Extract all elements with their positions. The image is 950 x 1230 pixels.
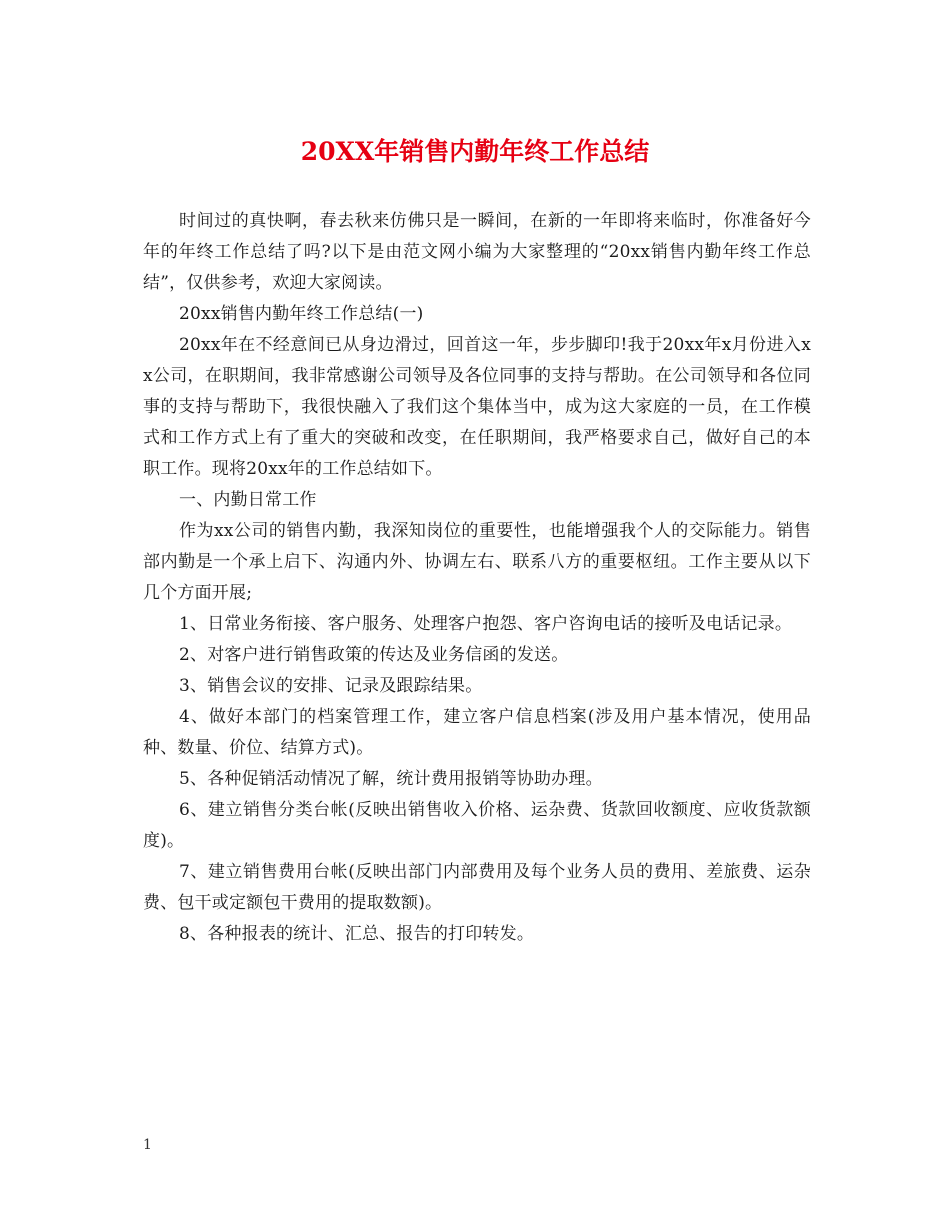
list-item-3: 3、销售会议的安排、记录及跟踪结果。 xyxy=(179,676,483,696)
list-item-5: 5、各种促销活动情况了解，统计费用报销等协助办理。 xyxy=(179,769,603,789)
list-item-7: 7、建立销售费用台帐(反映出部门内部费用及每个业务人员的费用、差旅费、运杂费、包干或定额包干费用的提取数额)。 xyxy=(143,862,811,913)
list-item-6: 6、建立销售分类台帐(反映出销售收入价格、运杂费、货款回收额度、应收货款额度)。 xyxy=(143,800,811,851)
role-paragraph: 作为xx公司的销售内勤，我深知岗位的重要性，也能增强我个人的交际能力。销售部内勤是一个承上启下、沟通内外、协调左右、联系八方的重要枢纽。工作主要从以下几个方面开展; xyxy=(143,521,811,603)
subsection-heading-daily-work: 一、内勤日常工作 xyxy=(179,490,317,510)
intro-paragraph: 时间过的真快啊，春去秋来仿佛只是一瞬间，在新的一年即将来临时，你准备好今年的年终工作总结了吗?以下是由范文网小编为大家整理的“20xx销售内勤年终工作总结”，仅供参考，欢迎大家阅读。 xyxy=(143,211,811,293)
list-item-1: 1、日常业务衔接、客户服务、处理客户抱怨、客户咨询电话的接听及电话记录。 xyxy=(179,614,793,634)
list-item-4: 4、做好本部门的档案管理工作，建立客户信息档案(涉及用户基本情况，使用品种、数量、价位、结算方式)。 xyxy=(143,707,811,758)
page-number: 1 xyxy=(143,1137,152,1153)
document-body xyxy=(143,206,811,950)
summary-paragraph: 20xx年在不经意间已从身边滑过，回首这一年，步步脚印!我于20xx年x月份进入xx公司，在职期间，我非常感谢公司领导及各位同事的支持与帮助。在公司领导和各位同事的支持与帮助下，我很快融入了我们这个集体当中，成为这大家庭的一员，在工作模式和工作方式上有了重大的突破和改变，在任职期间，我严格要求自己，做好自己的本职工作。现将20xx年的工作总结如下。 xyxy=(143,335,811,479)
document-title: 20XX年销售内勤年终工作总结 xyxy=(300,137,650,166)
section-heading-one: 20xx销售内勤年终工作总结(一) xyxy=(179,304,424,324)
list-item-2: 2、对客户进行销售政策的传达及业务信函的发送。 xyxy=(179,645,569,665)
list-item-8: 8、各种报表的统计、汇总、报告的打印转发。 xyxy=(179,924,535,944)
